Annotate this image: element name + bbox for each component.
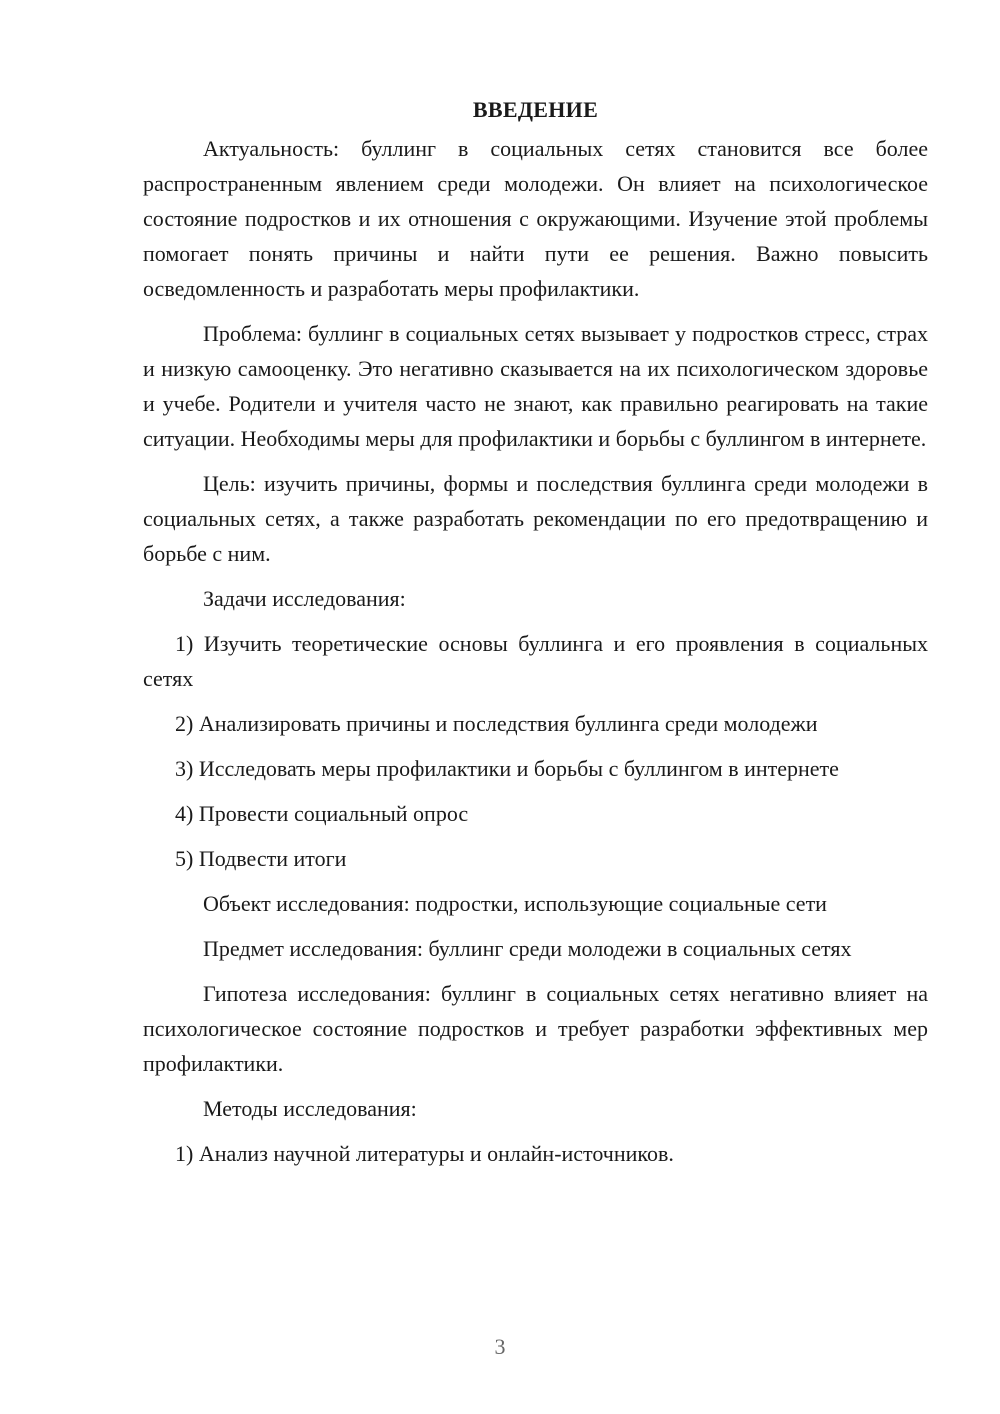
problem-paragraph: Проблема: буллинг в социальных сетях вызывает у подростков стресс, страх и низкую самооценку. Это негативно сказывается на их психологическом здоровье и учебе. Родители и учителя часто не знают, как правильно реагировать на такие ситуации. Необходимы меры для профилактики и борьбы с буллингом в интернете. [143,321,928,451]
task-item-5: 5) Подвести итоги [175,846,347,871]
object-paragraph: Объект исследования: подростки, использующие социальные сети [203,891,827,916]
page-body [143,92,928,1181]
task-item-2: 2) Анализировать причины и последствия буллинга среди молодежи [175,711,818,736]
tasks-heading: Задачи исследования: [203,586,406,611]
goal-paragraph: Цель: изучить причины, формы и последствия буллинга среди молодежи в социальных сетях, а также разработать рекомендации по его предотвращению и борьбе с ним. [143,471,928,566]
task-item-4: 4) Провести социальный опрос [175,801,469,826]
method-item-1: 1) Анализ научной литературы и онлайн-источников. [175,1141,674,1166]
section-title: ВВЕДЕНИЕ [472,97,599,122]
methods-heading: Методы исследования: [203,1096,417,1121]
page-number: 3 [494,1334,506,1359]
subject-paragraph: Предмет исследования: буллинг среди молодежи в социальных сетях [203,936,852,961]
task-item-3: 3) Исследовать меры профилактики и борьбы с буллингом в интернете [175,756,839,781]
hypothesis-paragraph: Гипотеза исследования: буллинг в социальных сетях негативно влияет на психологическое состояние подростков и требует разработки эффективных мер профилактики. [143,981,928,1076]
relevance-paragraph: Актуальность: буллинг в социальных сетях становится все более распространенным явлением среди молодежи. Он влияет на психологическое состояние подростков и их отношения с окружающими. Изучение этой проблемы помогает понять причины и найти пути ее решения. Важно повысить осведомленность и разработать меры профилактики. [143,136,928,301]
task-item-1: 1) Изучить теоретические основы буллинга и его проявления в социальных сетях [143,631,928,691]
